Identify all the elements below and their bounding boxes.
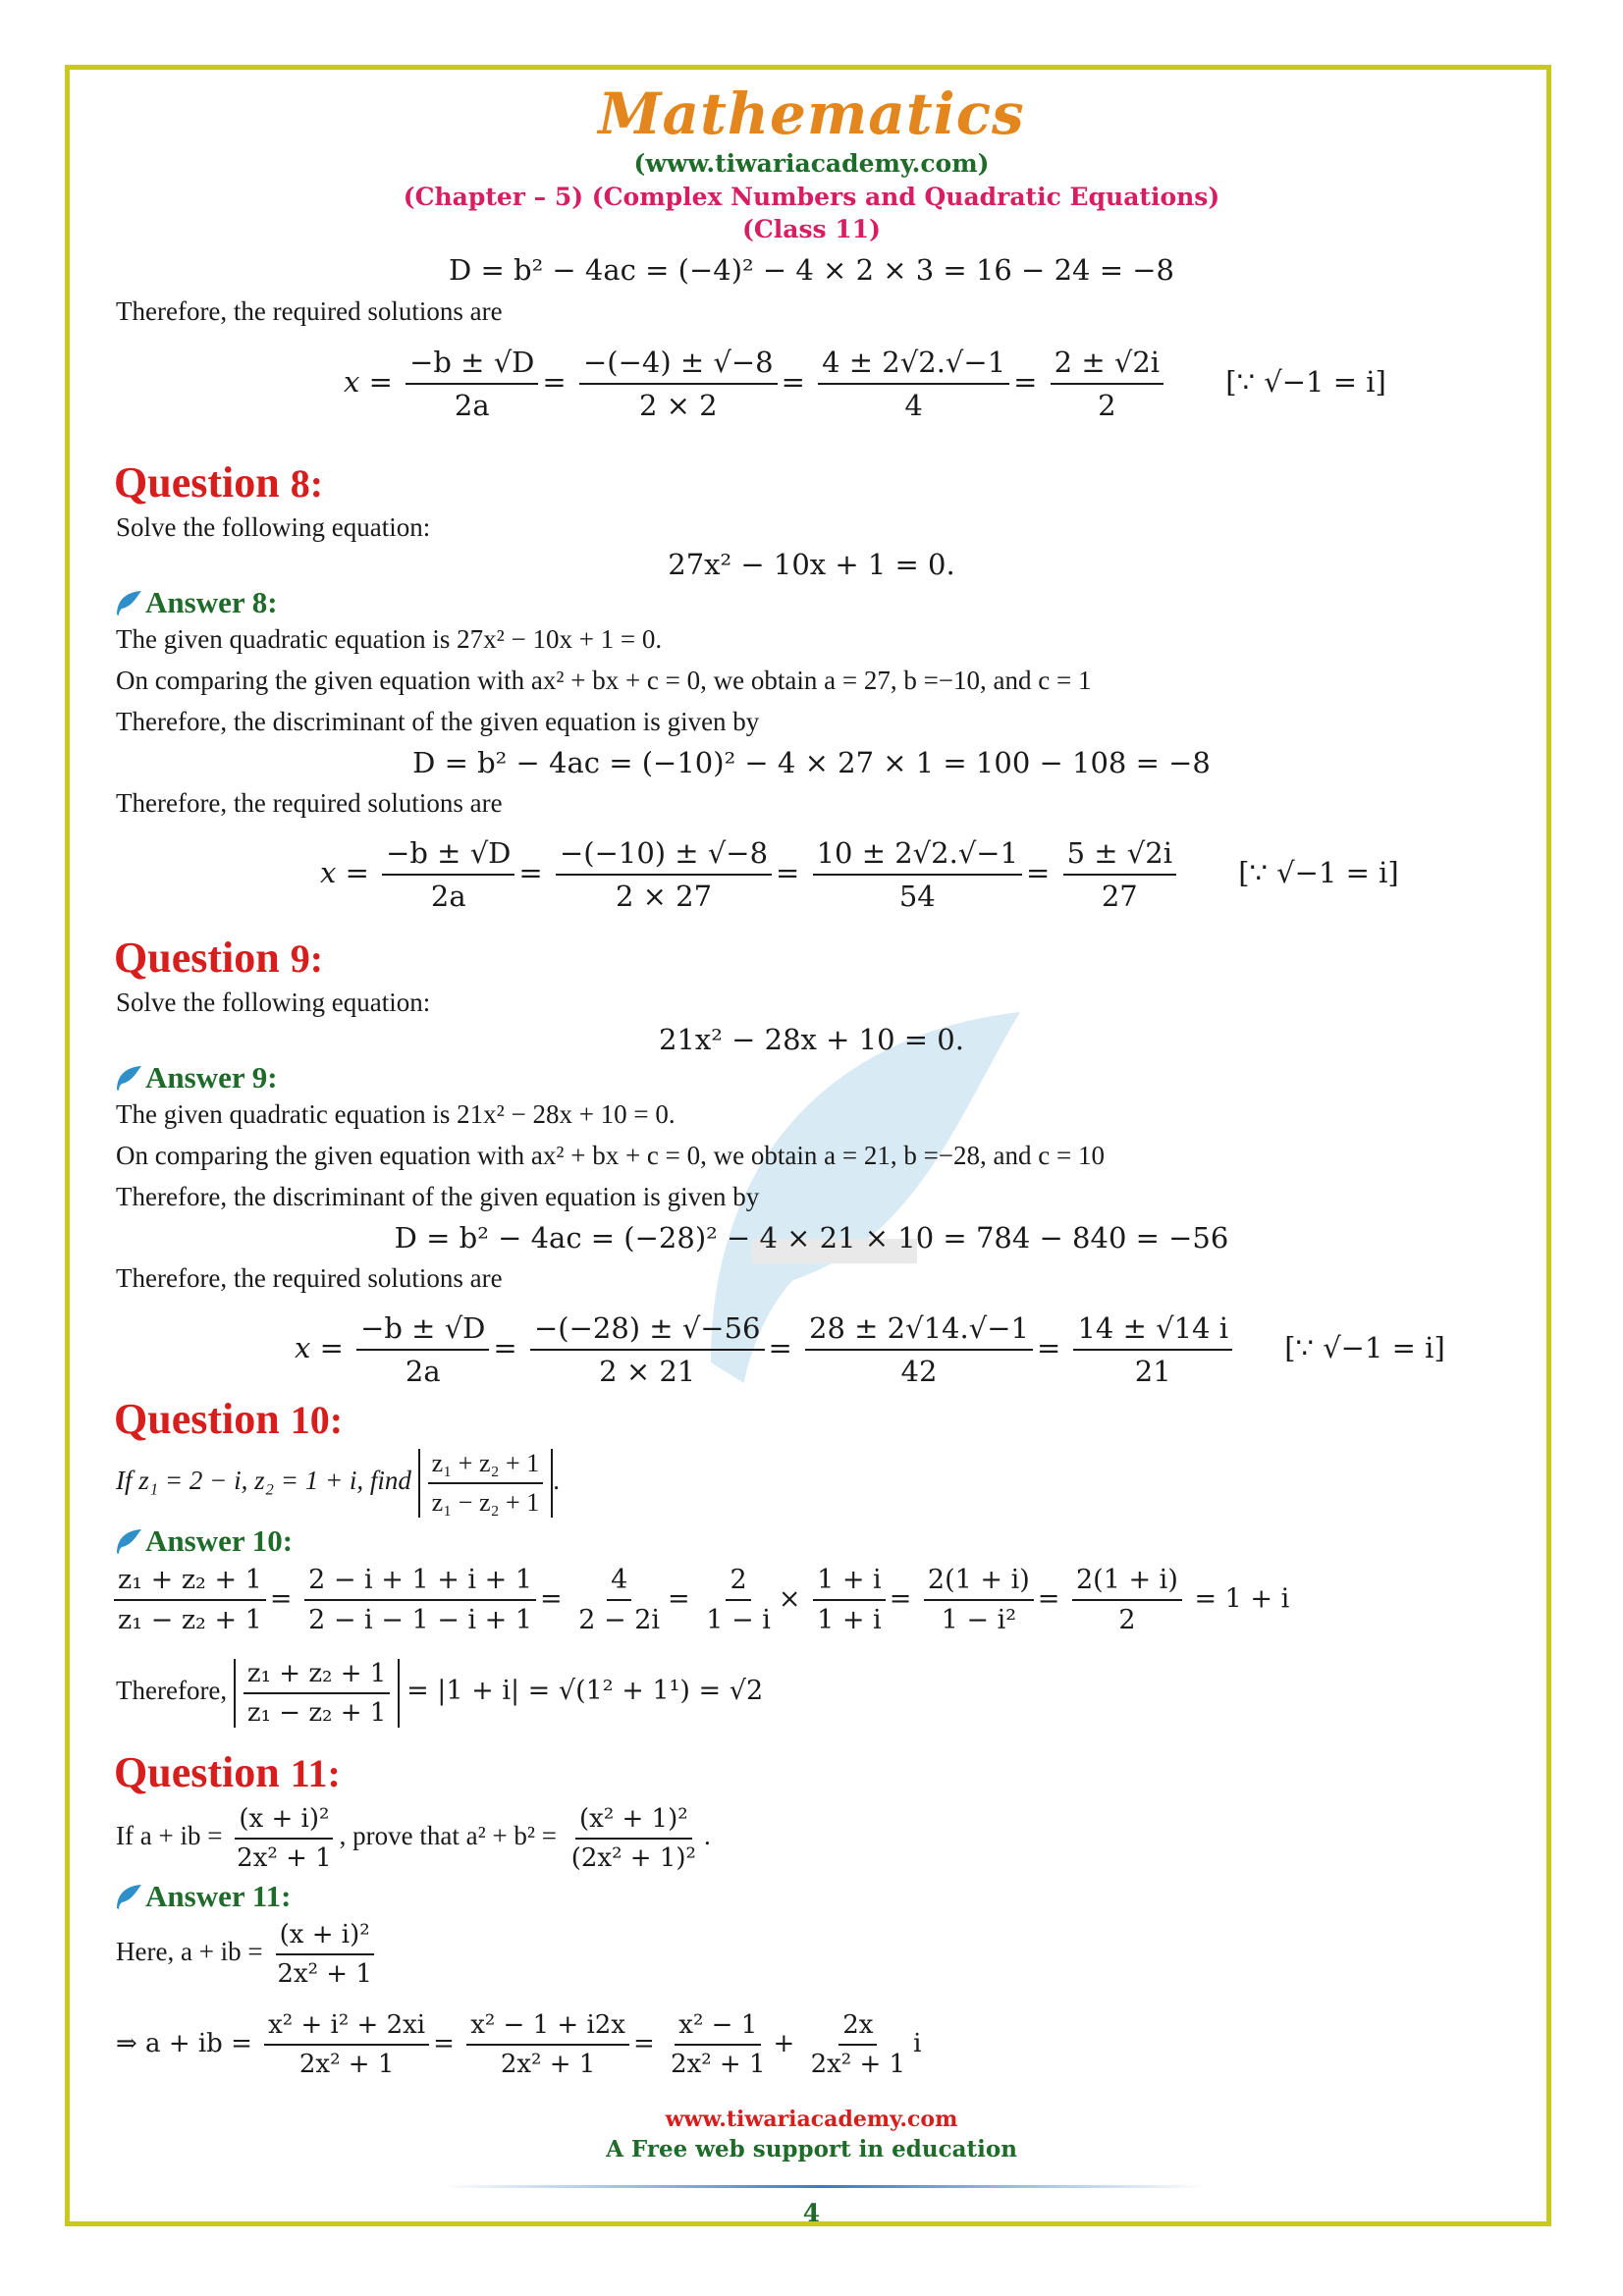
header-website: (www.tiwariacademy.com) bbox=[633, 149, 990, 178]
q8-prompt: Solve the following equation: bbox=[116, 512, 431, 542]
question-8-heading: Question 8: bbox=[114, 458, 324, 507]
q8-line3: Therefore, the discriminant of the given equation is given by bbox=[116, 707, 760, 736]
page-title: Mathematics bbox=[598, 80, 1025, 147]
question-11-heading: Question 11: bbox=[114, 1748, 341, 1796]
q9-equation: 21x² − 28x + 10 = 0. bbox=[659, 1023, 964, 1056]
question-9-heading: Question 9: bbox=[114, 934, 324, 982]
q7-discriminant: D = b² − 4ac = (−4)² − 4 × 2 × 3 = 16 − 24 = −8 bbox=[449, 253, 1174, 287]
q8-equation: 27x² − 10x + 1 = 0. bbox=[668, 548, 955, 581]
q11-step-line: ⇒ a + ib = $\frac{\text{x² + i² + 2xi}}{\text{2x² + 1}}$ = $\frac{\text{x² − 1 + i2x}}{\text{2x² + 1}}$ = $\frac{\text{x² − 1}}{\text{2x² + 1}}$ + $\frac{2x}{\text{2x² + 1}}$ i bbox=[116, 2010, 922, 2079]
page-number: 4 bbox=[802, 2199, 821, 2227]
q9-discriminant: D = b² − 4ac = (−28)² − 4 × 21 × 10 = 784 − 840 = −56 bbox=[394, 1221, 1229, 1255]
q10-prompt: If z₁ = 2 − i, z₂ = 1 + i, find $\frac{\text{z₁ + z₂ + 1}}{\text{z₁ − z₂ + 1}}$ . bbox=[116, 1449, 560, 1517]
answer-leaf-icon bbox=[114, 1527, 143, 1555]
answer-11-heading: Answer 11: bbox=[114, 1879, 291, 1914]
q10-answer-equation: $\frac{\text{z₁ + z₂ + 1}}{\text{z₁ − z₂ + 1}}$ = $\frac{2 - i + 1 + i + 1}{2 - i - 1 - i + 1}$ = $\frac{4}{2 - 2i}$ = $\frac{2}{1 - i}$ × $\frac{1 + i}{1 + i}$ = $\frac{2(1 + i)}{\text{1 − i²}}$ = $\frac{2(1 + i)}{2}$ = 1 + i bbox=[110, 1565, 1289, 1635]
answer-leaf-icon bbox=[114, 1883, 143, 1910]
answer-10-heading: Answer 10: bbox=[114, 1523, 293, 1559]
q8-line4: Therefore, the required solutions are bbox=[116, 788, 503, 818]
class-heading: (Class 11) bbox=[742, 215, 881, 243]
q10-therefore-line: Therefore, $\frac{\text{z₁ + z₂ + 1}}{\text{z₁ − z₂ + 1}}$ = |1 + i| = √(1² + 1¹) = √2 bbox=[116, 1659, 764, 1728]
q11-here-line: Here, a + ib = $\frac{\text{(x + i)²}}{\text{2x² + 1}}$ bbox=[116, 1920, 372, 1989]
chapter-heading: (Chapter – 5) (Complex Numbers and Quadratic Equations) bbox=[403, 183, 1220, 211]
q9-line1: The given quadratic equation is 21x² − 28x + 10 = 0. bbox=[116, 1099, 676, 1129]
q8-line2: On comparing the given equation with ax² + bx + c = 0, we obtain a = 27, b =−10, and c = 1 bbox=[116, 666, 1092, 695]
q9-line2: On comparing the given equation with ax² + bx + c = 0, we obtain a = 21, b =−28, and c = 10 bbox=[116, 1141, 1105, 1170]
q7-solutions-intro: Therefore, the required solutions are bbox=[116, 296, 503, 326]
answer-leaf-icon bbox=[114, 1064, 143, 1092]
q9-prompt: Solve the following equation: bbox=[116, 988, 431, 1017]
q7-solution-equation: x = $\frac{-b \pm √D}{2a}$ = $\frac{-(-4) \pm √-8}{2 \times 2}$ = $\frac{4 \pm 2√2.√-1}{4}$ = $\frac{2 \pm √2i}{2}$ [∵ √−1 = i] bbox=[344, 346, 1386, 422]
footer-divider bbox=[442, 2185, 1208, 2188]
q9-line4: Therefore, the required solutions are bbox=[116, 1263, 503, 1293]
footer-website: www.tiwariacademy.com bbox=[665, 2107, 958, 2132]
answer-8-heading: Answer 8: bbox=[114, 585, 278, 620]
q9-solution-equation: x = $\frac{-b \pm √D}{2a}$ = $\frac{-(-28) \pm √-56}{2 \times 21}$ = $\frac{28 \pm 2√14.√-1}{42}$ = $\frac{14 \pm √14 i}{21}$ [∵ √−1 = i] bbox=[295, 1311, 1445, 1388]
q8-line1: The given quadratic equation is 27x² − 10x + 1 = 0. bbox=[116, 624, 663, 654]
question-10-heading: Question 10: bbox=[114, 1395, 344, 1443]
q8-discriminant: D = b² − 4ac = (−10)² − 4 × 27 × 1 = 100 − 108 = −8 bbox=[412, 746, 1211, 779]
q9-line3: Therefore, the discriminant of the given equation is given by bbox=[116, 1182, 760, 1211]
answer-leaf-icon bbox=[114, 589, 143, 616]
q11-prompt: If a + ib = $\frac{\text{(x + i)²}}{\text{2x² + 1}}$ , prove that a² + b² = $\frac{\text{(x² + 1)²}}{\text{(2x² + 1)²}}$ . bbox=[116, 1804, 711, 1873]
answer-9-heading: Answer 9: bbox=[114, 1060, 278, 1095]
footer-tagline: A Free web support in education bbox=[606, 2136, 1017, 2163]
q8-solution-equation: x = $\frac{-b \pm √D}{2a}$ = $\frac{-(-10) \pm √-8}{2 \times 27}$ = $\frac{10 \pm 2√2.√-1}{54}$ = $\frac{5 \pm √2i}{27}$ [∵ √−1 = i] bbox=[320, 836, 1399, 913]
